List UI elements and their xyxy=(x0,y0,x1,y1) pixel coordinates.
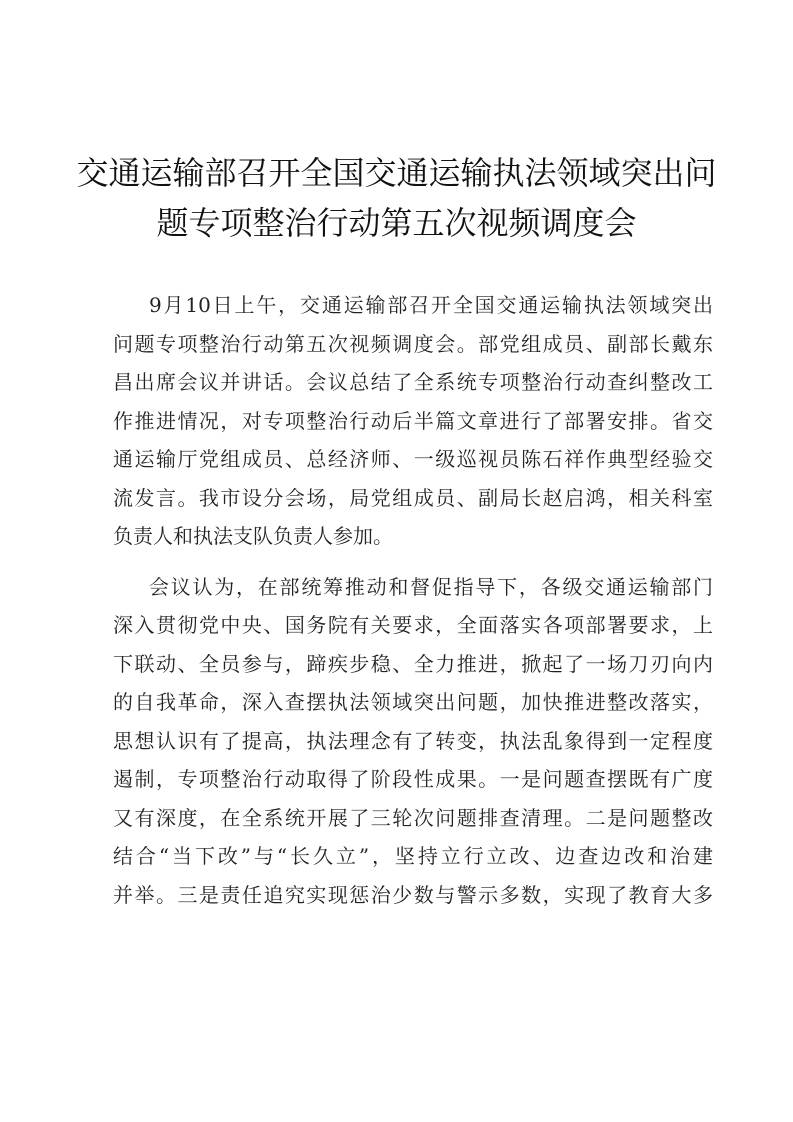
paragraph-1 xyxy=(113,286,713,556)
paragraph-line: 下联动、全员参与，蹄疾步稳、全力推进，掀起了一场刀刃向内 xyxy=(113,651,713,676)
paragraph-line: 负责人和执法支队负责人参加。 xyxy=(113,524,393,548)
paragraph-line: 深入贯彻党中央、国务院有关要求，全面落实各项部署要求，上 xyxy=(113,613,713,637)
paragraph-line: 又有深度，在全系统开展了三轮次问题排查清理。二是问题整改 xyxy=(113,805,713,830)
paragraph-line: 通运输厅党组成员、总经济师、一级巡视员陈石祥作典型经验交 xyxy=(113,447,713,471)
paragraph-line: 思想认识有了提高，执法理念有了转变，执法乱象得到一定程度 xyxy=(113,728,713,753)
paragraph-line: 9月10日上午，交通运输部召开全国交通运输执法领域突出 xyxy=(149,293,713,317)
paragraph-2 xyxy=(113,568,713,915)
paragraph-line: 的自我革命，深入查摆执法领域突出问题，加快推进整改落实， xyxy=(113,690,713,714)
paragraph-line: 流发言。我市设分会场，局党组成员、副局长赵启鸿，相关科室 xyxy=(113,485,713,510)
document-body xyxy=(113,286,713,926)
paragraph-line: 作推进情况，对专项整治行动后半篇文章进行了部署安排。省交 xyxy=(113,408,713,433)
document-title xyxy=(70,148,723,248)
paragraph-line: 并举。三是责任追究实现惩治少数与警示多数，实现了教育大多 xyxy=(113,882,713,907)
paragraph-line: 结合“当下改”与“长久立”，坚持立行立改、边查边改和治建 xyxy=(113,844,713,868)
paragraph-line: 会议认为，在部统筹推动和督促指导下，各级交通运输部门 xyxy=(149,574,713,599)
title-line-1: 交通运输部召开全国交通运输执法领域突出问 xyxy=(76,154,717,192)
paragraph-line: 遏制，专项整治行动取得了阶段性成果。一是问题查摆既有广度 xyxy=(113,767,713,791)
title-line-2: 题专项整治行动第五次视频调度会 xyxy=(156,204,637,242)
paragraph-line: 问题专项整治行动第五次视频调度会。部党组成员、副部长戴东 xyxy=(113,331,713,356)
paragraph-line: 昌出席会议并讲话。会议总结了全系统专项整治行动查纠整改工 xyxy=(113,370,713,394)
